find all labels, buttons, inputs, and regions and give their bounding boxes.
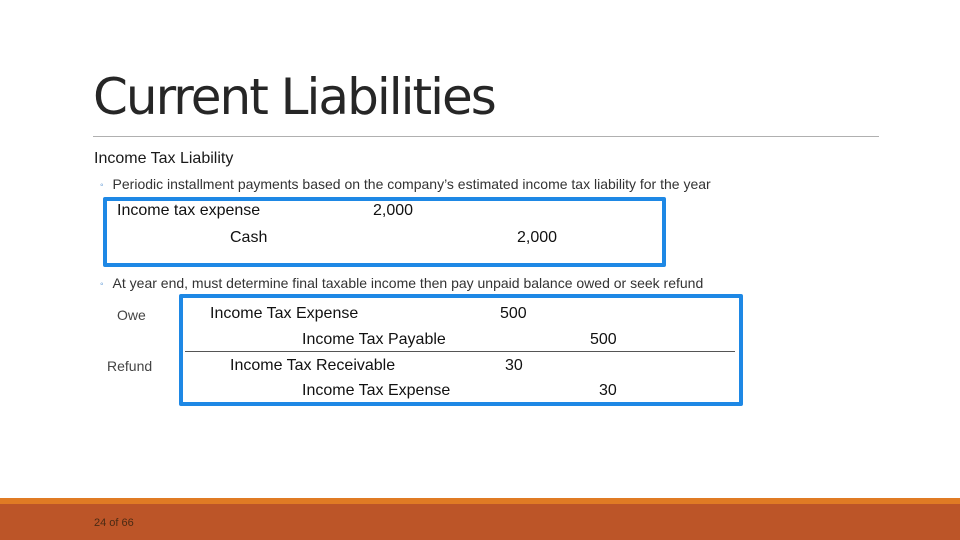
slide-title: Current Liabilities <box>93 68 495 126</box>
page-number: 24 of 66 <box>94 517 134 529</box>
section-heading: Income Tax Liability <box>94 150 234 167</box>
entry1-credit-account: Cash <box>230 229 268 246</box>
bullet-text: Periodic installment payments based on the company’s estimated income tax liability for the year <box>112 176 711 192</box>
entry1-debit-account: Income tax expense <box>117 202 261 219</box>
owe-label: Owe <box>117 307 146 323</box>
bullet-marker-icon: ◦ <box>100 279 104 290</box>
refund-debit-amount: 30 <box>505 357 523 374</box>
refund-label: Refund <box>107 358 153 374</box>
entry-separator-rule <box>185 351 735 352</box>
bullet-marker-icon: ◦ <box>100 180 104 191</box>
bullet-text: At year end, must determine final taxable income then pay unpaid balance owed or seek refund <box>112 275 704 291</box>
footer-bar <box>0 504 960 540</box>
refund-debit-account: Income Tax Receivable <box>230 357 396 374</box>
refund-credit-amount: 30 <box>599 382 617 399</box>
owe-debit-account: Income Tax Expense <box>210 305 359 322</box>
title-divider <box>93 136 879 137</box>
owe-credit-account: Income Tax Payable <box>302 331 446 348</box>
entry1-credit-amount: 2,000 <box>517 229 558 246</box>
owe-credit-amount: 500 <box>590 331 617 348</box>
bullet-item <box>100 176 711 192</box>
owe-debit-amount: 500 <box>500 305 527 322</box>
refund-credit-account: Income Tax Expense <box>302 382 451 399</box>
bullet-item <box>100 275 703 291</box>
entry1-debit-amount: 2,000 <box>373 202 414 219</box>
